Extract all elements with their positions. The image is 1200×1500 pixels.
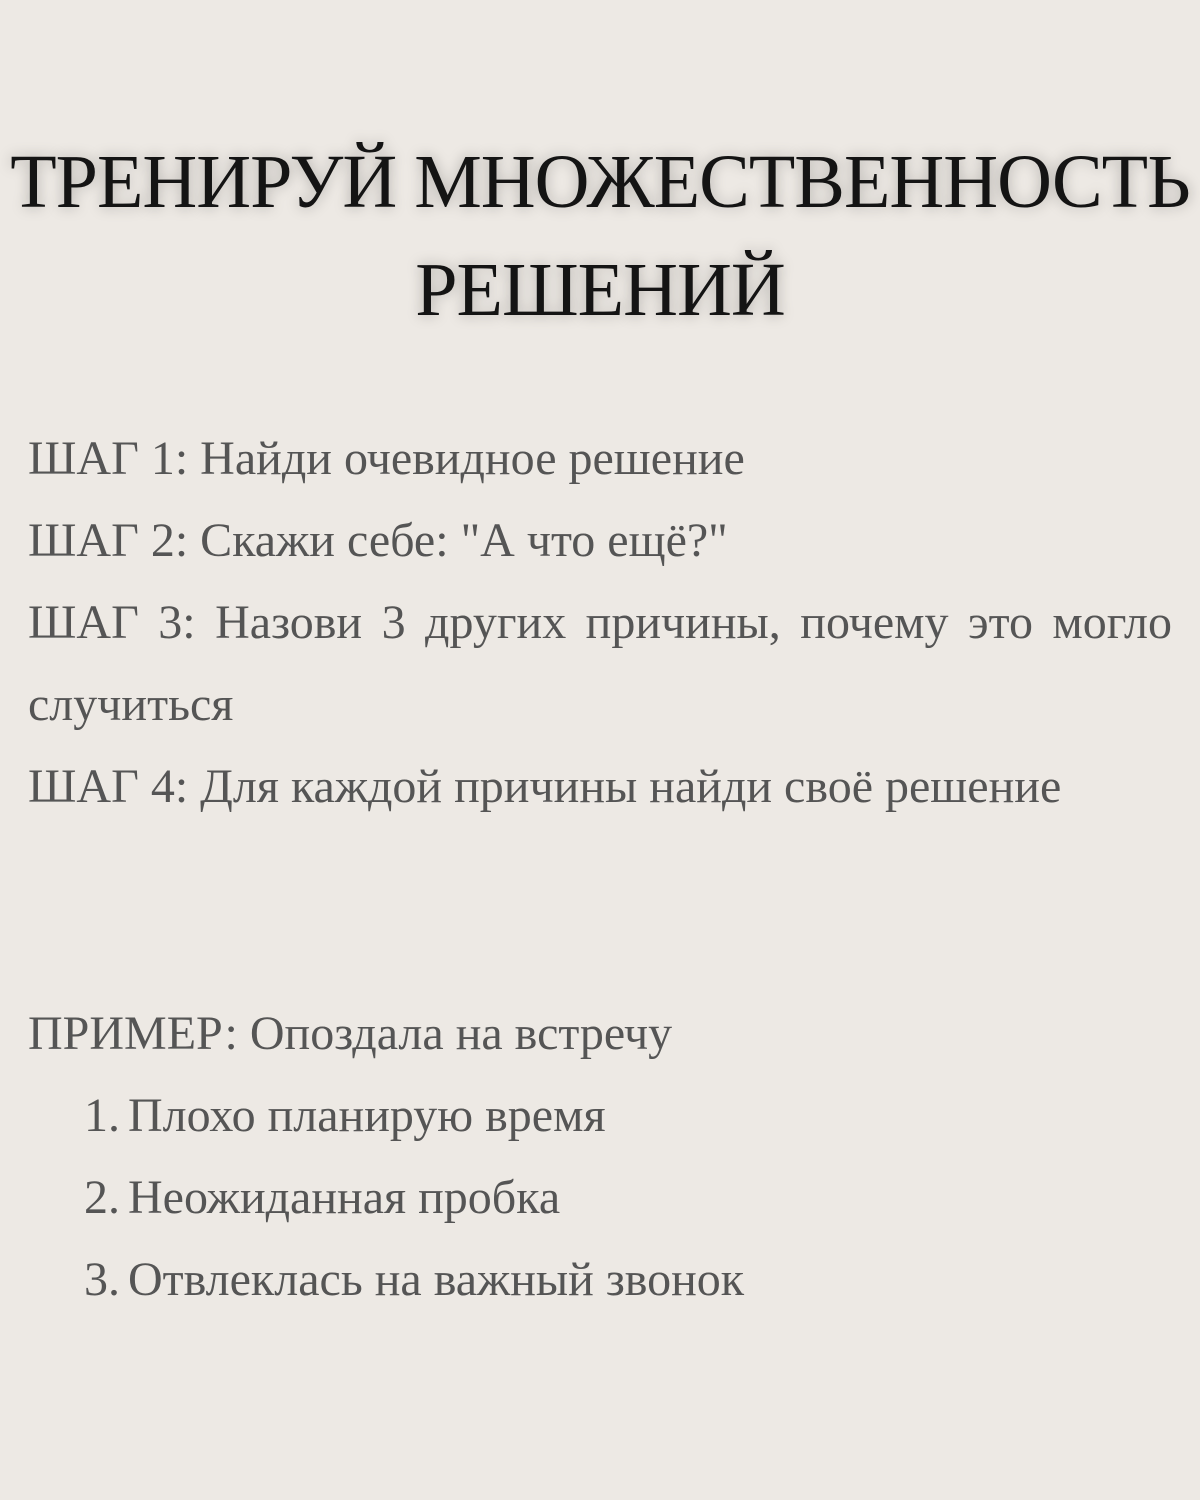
example-item-number: 2.	[84, 1171, 120, 1224]
step-1: ШАГ 1: Найди очевидное решение	[28, 432, 745, 485]
example-item-text: Отвлеклась на важный звонок	[128, 1253, 745, 1306]
example-heading: ПРИМЕР: Опоздала на встречу	[28, 1007, 673, 1060]
title-line-2: РЕШЕНИЙ	[415, 248, 785, 332]
title-line-1: ТРЕНИРУЙ МНОЖЕСТВЕННОСТЬ	[10, 140, 1190, 224]
steps-list	[28, 418, 1172, 828]
page-title	[0, 128, 1200, 344]
example-item-3	[28, 1239, 1172, 1321]
step-2: ШАГ 2: Скажи себе: "А что ещё?"	[28, 514, 728, 567]
example-item-1	[28, 1075, 1172, 1157]
example-item-number: 3.	[84, 1253, 120, 1306]
example-section	[28, 993, 1172, 1321]
example-item-text: Неожиданная пробка	[128, 1171, 561, 1224]
step-4: ШАГ 4: Для каждой причины найди своё решение	[28, 760, 1062, 813]
example-item-text: Плохо планирую время	[128, 1089, 606, 1142]
step-3: ШАГ 3: Назови 3 других причины, почему это могло случиться	[28, 596, 1172, 731]
example-list	[28, 1075, 1172, 1321]
example-item-2	[28, 1157, 1172, 1239]
example-item-number: 1.	[84, 1089, 120, 1142]
